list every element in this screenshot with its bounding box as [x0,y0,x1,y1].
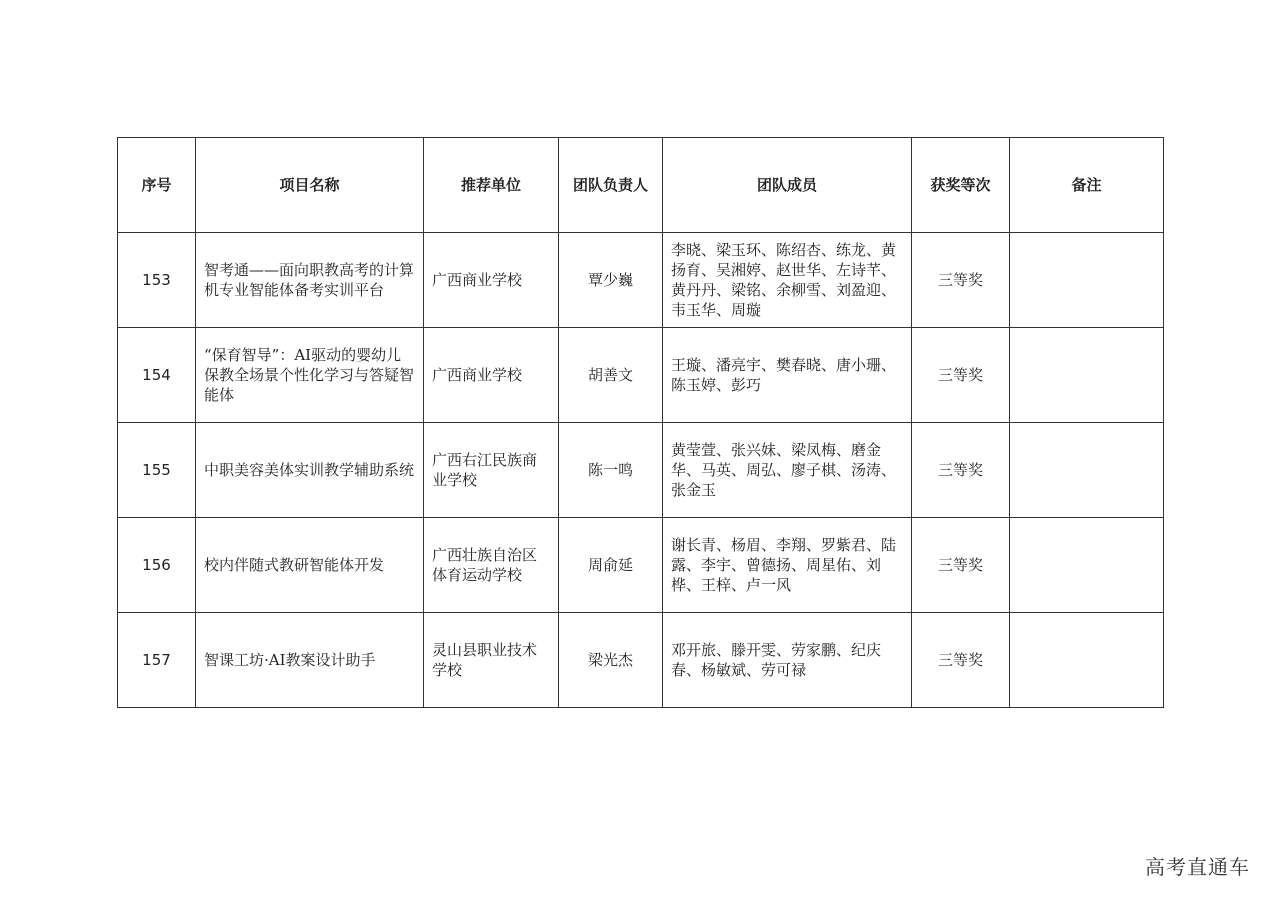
cell-seq: 155 [118,423,196,518]
cell-note [1010,518,1164,613]
cell-award-level: 三等奖 [912,423,1010,518]
cell-recommending-unit: 广西右江民族商业学校 [424,423,559,518]
cell-team-leader: 陈一鸣 [559,423,663,518]
table-row [118,423,1164,518]
cell-award-level: 三等奖 [912,518,1010,613]
cell-team-members: 黄莹萱、张兴妹、梁凤梅、磨金华、马英、周弘、廖子棋、汤涛、张金玉 [663,423,912,518]
cell-team-members: 邓开旅、滕开雯、劳家鹏、纪庆春、杨敏斌、劳可禄 [663,613,912,708]
cell-award-level: 三等奖 [912,233,1010,328]
cell-seq: 156 [118,518,196,613]
cell-award-level: 三等奖 [912,328,1010,423]
cell-team-members: 王璇、潘亮宇、樊春晓、唐小珊、陈玉婷、彭巧 [663,328,912,423]
table-row [118,328,1164,423]
cell-recommending-unit: 广西商业学校 [424,233,559,328]
cell-project-name: 智课工坊·AI教案设计助手 [196,613,424,708]
header-award-level: 获奖等次 [912,138,1010,233]
table-row [118,518,1164,613]
table-row [118,613,1164,708]
table-header-row [118,138,1164,233]
cell-seq: 153 [118,233,196,328]
cell-award-level: 三等奖 [912,613,1010,708]
cell-team-members: 谢长青、杨眉、李翔、罗紫君、陆露、李宇、曾德扬、周星佑、刘桦、王梓、卢一风 [663,518,912,613]
header-seq: 序号 [118,138,196,233]
header-project-name: 项目名称 [196,138,424,233]
cell-team-leader: 覃少巍 [559,233,663,328]
awards-table [117,137,1164,708]
cell-seq: 154 [118,328,196,423]
cell-seq: 157 [118,613,196,708]
cell-note [1010,613,1164,708]
cell-team-members: 李晓、梁玉环、陈绍杏、练龙、黄扬育、吴湘婷、赵世华、左诗芊、黄丹丹、梁铭、余柳雪、刘盈迎、韦玉华、周璇 [663,233,912,328]
cell-project-name: 中职美容美体实训教学辅助系统 [196,423,424,518]
watermark-text: 高考直通车 [1145,855,1250,879]
cell-recommending-unit: 广西壮族自治区体育运动学校 [424,518,559,613]
cell-team-leader: 周俞延 [559,518,663,613]
table-row [118,233,1164,328]
cell-team-leader: 梁光杰 [559,613,663,708]
cell-note [1010,233,1164,328]
header-recommending-unit: 推荐单位 [424,138,559,233]
header-note: 备注 [1010,138,1164,233]
header-team-leader: 团队负责人 [559,138,663,233]
cell-recommending-unit: 灵山县职业技术学校 [424,613,559,708]
cell-recommending-unit: 广西商业学校 [424,328,559,423]
cell-note [1010,328,1164,423]
cell-team-leader: 胡善文 [559,328,663,423]
cell-project-name: 智考通——面向职教高考的计算机专业智能体备考实训平台 [196,233,424,328]
cell-project-name: 校内伴随式教研智能体开发 [196,518,424,613]
cell-note [1010,423,1164,518]
cell-project-name: “保育智导”：AI驱动的婴幼儿保教全场景个性化学习与答疑智能体 [196,328,424,423]
header-team-members: 团队成员 [663,138,912,233]
